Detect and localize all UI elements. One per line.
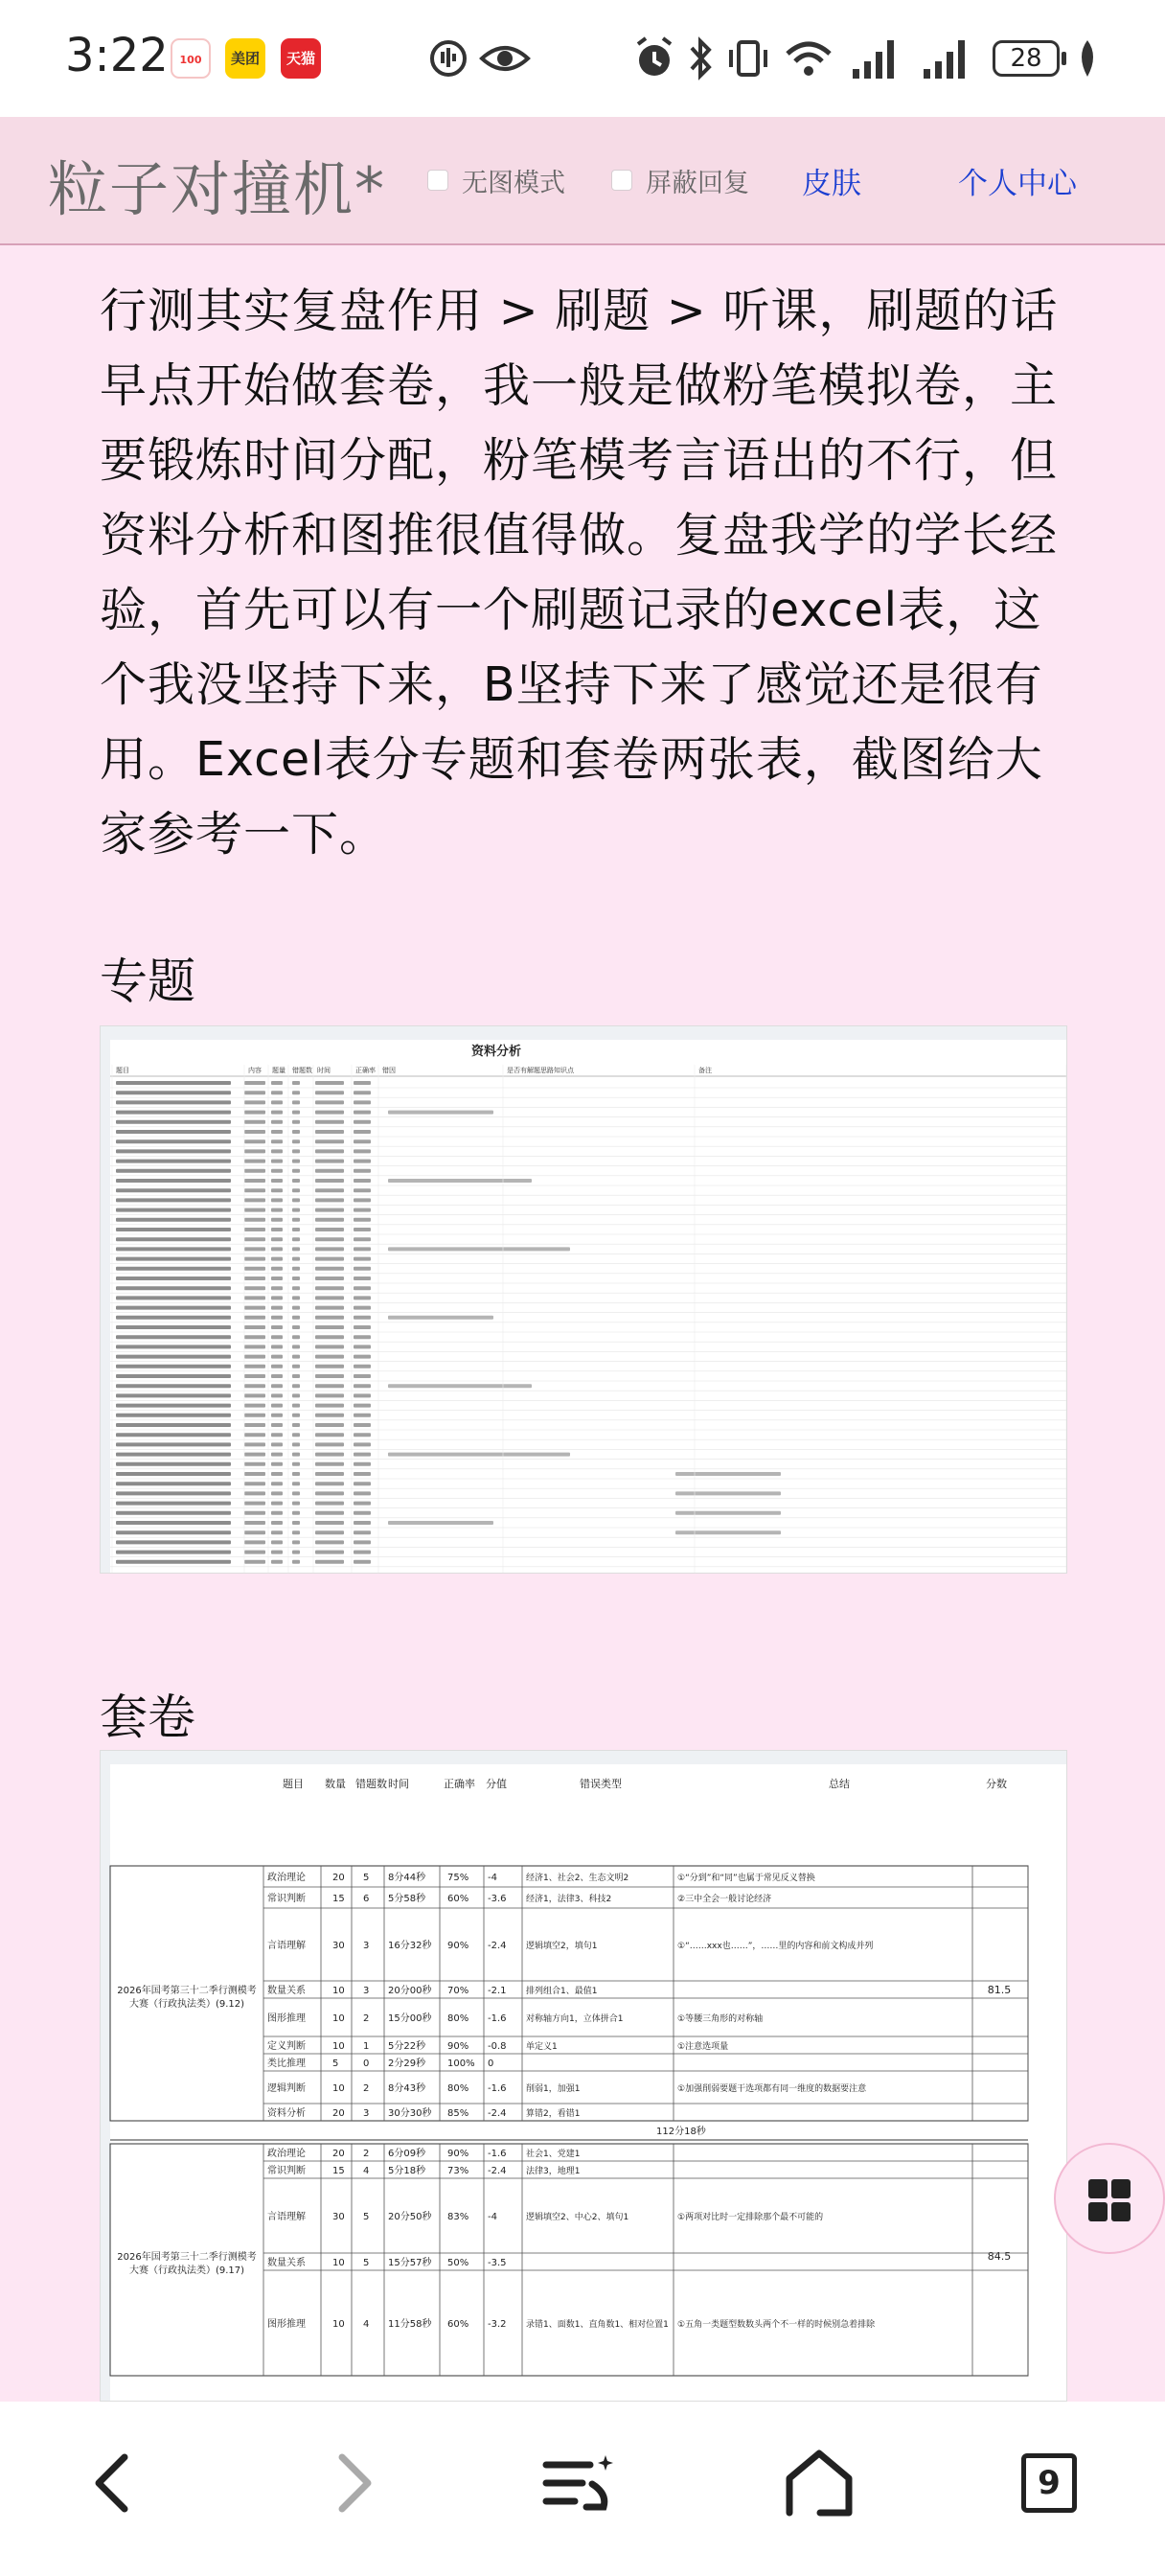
battery-level: 28 [993,40,1060,77]
back-button[interactable] [72,2440,158,2526]
exam-cell: -3.6 [488,1894,507,1904]
home-icon [776,2440,862,2526]
exam-cell: 10 [332,2041,345,2052]
sheet1-row-text [116,1374,231,1378]
exam-cell: 2分29秒 [388,2058,426,2069]
sheet1-title: 资料分析 [471,1045,522,1059]
exam-cell: 5 [363,1873,370,1883]
sheet2-header-cell: 正确率 [444,1778,475,1790]
sheet1-row-text [116,1482,231,1485]
exam-total-time: 112分18秒 [656,2127,706,2137]
sheet1-header-cell: 题目 [116,1067,129,1074]
exam-cell: 削弱1，加强1 [526,2084,581,2094]
browser-bottom-nav [0,2402,1165,2576]
exam-cell: ①两项对比时一定排除那个最不可能的 [677,2213,824,2222]
grid-icon-cell [1111,2202,1131,2221]
exam-cell: 图形推理 [267,2319,306,2330]
tmall-icon: 天猫 [281,38,321,79]
sheet1-row-text [116,1218,231,1222]
exam-cell: 10 [332,1986,345,1996]
exam-cell: -4 [488,1873,497,1883]
sheet1-row-text [116,1530,231,1534]
exam-name: 2026年国考第三十二季行测模考 [117,1986,257,1996]
exam-cell: 言语理解 [267,2212,306,2222]
meituan-icon: 美团 [225,38,265,79]
exam-cell: 5 [363,2258,370,2268]
sheet1-row-text [116,1257,231,1261]
chevron-left-icon [72,2440,158,2526]
exam-cell: 11分58秒 [388,2319,432,2330]
exam-cell: 2 [363,2013,370,2024]
exam-cell: 6分09秒 [388,2149,426,2159]
exam-cell: 10 [332,2258,345,2268]
post-content [0,245,1165,2402]
sheet1-row-text [116,1169,231,1173]
exam-cell: 10 [332,2319,345,2330]
exam-cell: 90% [447,2149,469,2159]
sheet1-row-text [116,1276,231,1280]
exam-cell: 2 [363,2149,370,2159]
sheet2-header-cell: 分数 [986,1778,1007,1790]
paper-spreadsheet-image[interactable] [100,1750,1067,2402]
exam-cell: 15分57秒 [388,2258,432,2268]
sheet1-row-text [116,1296,231,1300]
exam-cell: -2.4 [488,2166,507,2176]
exam-cell: -1.6 [488,2149,507,2159]
exam-cell: -1.6 [488,2083,507,2094]
forward-button[interactable] [308,2440,395,2526]
sheet1-row-text [116,1423,231,1427]
exam-cell: 5分58秒 [388,1894,426,1904]
sheet1-row-text [116,1237,231,1241]
sheet1-row-text [116,1560,231,1564]
sheet1-header-cell: 时间 [317,1067,331,1074]
exam-cell: 10 [332,2013,345,2024]
exam-cell: 5 [332,2058,339,2069]
sheet2-header-cell: 错误类型 [580,1778,622,1790]
exam-cell: 逻辑填空2，填句1 [526,1942,598,1951]
sheet1-header-cell: 错题数 [292,1067,312,1074]
exam-cell: 5分22秒 [388,2041,426,2052]
sheet1-row-text [116,1228,231,1231]
signal-icon-2 [920,34,973,82]
tabs-button[interactable] [1006,2440,1092,2526]
sheet2-header-cell: 题目 [283,1778,304,1790]
sheet1-row-text [116,1491,231,1495]
alarm-icon [632,34,676,82]
exam-cell: 数量关系 [267,2258,306,2268]
exam-cell: 类比推理 [267,2058,306,2069]
sheet1-row-text [116,1521,231,1525]
sheet2-header-cell: 数量 [325,1778,346,1790]
hide-replies-option[interactable] [611,161,749,199]
exam-block [110,2144,1028,2376]
exam-cell: 10 [332,2083,345,2094]
sheet1-row-text [116,1384,231,1388]
grid-icon-cell [1111,2179,1131,2198]
exam-cell: 常识判断 [267,2166,306,2176]
exam-cell: 30 [332,2212,345,2222]
exam-cell: 20分00秒 [388,1986,432,1996]
site-title[interactable]: 粒子对撞机* [48,154,387,224]
sheet1-row-text [116,1365,231,1368]
skin-link[interactable]: 皮肤 [802,167,861,201]
exam-cell: -3.2 [488,2319,507,2330]
exam-cell: 15 [332,1894,345,1904]
exam-cell: 8分43秒 [388,2083,426,2094]
exam-cell: ①等腰三角形的对称轴 [677,2014,764,2024]
exam-cell: 3 [363,1986,370,1996]
exam-cell: 30 [332,1941,345,1951]
exam-cell: 对称轴方向1，立体拼合1 [526,2014,624,2024]
svg-text:大赛（行政执法类）(9.12): 大赛（行政执法类）(9.12) [128,1999,245,2010]
sheet1-row-text [116,1188,231,1192]
exam-cell: 73% [447,2166,469,2176]
sheet1-row-text [116,1208,231,1212]
exam-cell: 20 [332,1873,345,1883]
topic-spreadsheet-image[interactable] [100,1025,1067,1574]
sheet2-header-cell: 错题数 [355,1778,387,1790]
exam-cell: 75% [447,1873,469,1883]
home-button[interactable] [776,2440,862,2526]
exam-cell: -0.8 [488,2041,507,2052]
sheet1-row-text [116,1316,231,1320]
exam-cell: 0 [363,2058,370,2069]
exam-cell: 20 [332,2149,345,2159]
exam-cell: -2.4 [488,1941,507,1951]
grid-menu-button[interactable] [1054,2143,1165,2254]
exam-cell: 3 [363,1941,370,1951]
battery-tip [1062,52,1066,65]
sheet1-row-text [116,1540,231,1544]
sheet1-row-text [116,1393,231,1397]
exam-cell: 70% [447,1986,469,1996]
exam-cell: 2 [363,2083,370,2094]
post-body: 行测其实复盘作用 > 刷题 > 听课，刷题的话早点开始做套卷，我一般是做粉笔模拟卷，主要锻炼时间分配，粉笔模考言语出的不行，但资料分析和图推很值得做。复盘我学的学长经验，首先可以有一个刷题记录的excel表，这个我没坚持下来，B坚持下来了感觉还是很有用。Excel表分专题和套卷两张表，截图给大家参考一下。 [100,284,1059,862]
sheet1-row-text [116,1091,231,1094]
sheet1-row-text [116,1551,231,1554]
exam-cell: 图形推理 [267,2013,306,2024]
menu-sparkle-icon [537,2440,623,2526]
sheet1-row-text [116,1453,231,1457]
data-saver-icon [427,34,469,82]
exam-cell: -4 [488,2212,497,2222]
exam-cell: -1.6 [488,2013,507,2024]
app-badge-icon: 100 [171,38,211,79]
exam-cell: 1 [363,2041,370,2052]
exam-cell: 50% [447,2258,469,2268]
exam-cell: 5分18秒 [388,2166,426,2176]
sheet1-row-text [116,1433,231,1437]
exam-cell: 定义判断 [267,2041,306,2052]
sheet1-row-text [116,1355,231,1359]
tab-count: 9 [1021,2453,1077,2513]
exam-cell: 经济1、社会2、生态文明2 [526,1874,629,1883]
leaf-icon [1073,34,1102,82]
exam-cell: 85% [447,2108,469,2119]
exam-cell: ①“……xxx也……”，……里的内容和前文构成并列 [677,1942,874,1951]
exam-cell: 80% [447,2083,469,2094]
sheet2-header-cell: 分值 [486,1778,507,1790]
exam-cell: 5 [363,2212,370,2222]
no-image-mode-option[interactable] [427,161,565,199]
sheet2-header-cell: 总结 [829,1778,850,1790]
status-time: 3:22 [65,29,169,82]
vibrate-icon [726,34,770,82]
sheet1-row-text [116,1149,231,1153]
sheet1-header-cell: 错因 [382,1067,396,1074]
sheet1-row-text [116,1306,231,1310]
sheet1-row-text [116,1472,231,1476]
sheet1-header-cell: 内容 [248,1067,262,1074]
user-center-link[interactable]: 个人中心 [958,167,1077,201]
sheet1-row-text [116,1462,231,1466]
sheet1-row-text [116,1442,231,1446]
sheet1-row-text [116,1267,231,1271]
exam-score: 81.5 [987,1984,1012,1996]
sheet1-row-text [116,1130,231,1134]
exam-cell: 资料分析 [267,2108,306,2119]
sheet1-header-cell: 正确率 [355,1067,376,1074]
sheet1-row-text [116,1100,231,1104]
exam-cell: 4 [363,2166,370,2176]
exam-cell: 社会1、党建1 [526,2150,581,2159]
sheet1-row-text [116,1325,231,1329]
exam-cell: 16分32秒 [388,1941,432,1951]
exam-cell: ①五角一类题型数数头两个不一样的时候别急着排除 [677,2320,876,2330]
exam-cell: 法律3，地理1 [526,2167,581,2176]
exam-cell: ②三中全会一般讨论经济 [677,1895,772,1904]
status-bar [0,0,1165,117]
sheet1-row-text [116,1081,231,1085]
grid-icon-cell [1088,2202,1108,2221]
sheet1-header-cell: 是否有解题思路知识点 [507,1067,574,1074]
exam-cell: 政治理论 [267,2149,306,2159]
sheet1-header-cell: 题量 [272,1067,286,1074]
site-header [0,117,1165,245]
exam-cell: 言语理解 [267,1941,306,1951]
sheet1-row-text [116,1111,231,1115]
exam-cell: 3 [363,2108,370,2119]
chevron-right-icon [308,2440,395,2526]
exam-cell: 6 [363,1894,370,1904]
sheet1-row-text [116,1247,231,1251]
sheet1-row-text [116,1502,231,1506]
exam-cell: 4 [363,2319,370,2330]
sheet1-row-text [116,1335,231,1339]
exam-cell: 政治理论 [267,1873,306,1883]
exam-cell: 逻辑判断 [267,2083,306,2094]
exam-cell: 15 [332,2166,345,2176]
exam-cell: 60% [447,2319,469,2330]
sheet1-header-cell: 备注 [698,1067,712,1074]
sheet1-row-text [116,1404,231,1408]
exam-cell: 20 [332,2108,345,2119]
exam-cell: 90% [447,2041,469,2052]
exam-cell: 8分44秒 [388,1873,426,1883]
menu-button[interactable] [537,2440,623,2526]
sheet1-row-text [116,1414,231,1417]
sheet2-header-cell: 时间 [388,1778,409,1790]
sheet1-row-text [116,1286,231,1290]
sheet1-row-text [116,1139,231,1143]
grid-icon [1088,2179,1108,2198]
exam-block [110,1866,1028,2121]
exam-score: 84.5 [987,2250,1012,2263]
exam-cell: 常识判断 [267,1894,306,1904]
hide-replies-label: 屏蔽回复 [646,168,749,198]
exam-cell: 0 [488,2058,494,2069]
exam-cell: 80% [447,2013,469,2024]
exam-cell: 20分50秒 [388,2212,432,2222]
no-image-mode-label: 无图模式 [462,168,565,198]
exam-cell: 数量关系 [267,1986,306,1996]
eye-icon [479,34,531,82]
hide-replies-checkbox[interactable] [611,170,632,191]
exam-name: 2026年国考第三十二季行测模考 [117,2252,257,2263]
sheet1-row-text [116,1511,231,1515]
wifi-icon [782,34,835,82]
exam-cell: 100% [447,2058,475,2069]
exam-cell: ①“分到”和“同”也属于常见反义替换 [677,1874,815,1883]
exam-cell: 录错1、面数1、直角数1、相对位置1 [526,2320,669,2330]
exam-cell: ①注意选项量 [677,2042,729,2052]
exam-cell: ①加强削弱要题干选项都有同一维度的数据要注意 [677,2084,867,2094]
svg-text:大赛（行政执法类）(9.17): 大赛（行政执法类）(9.17) [128,2266,245,2276]
sheet1-row-text [116,1179,231,1183]
no-image-mode-checkbox[interactable] [427,170,448,191]
exam-cell: 排列组合1、最值1 [526,1987,598,1996]
exam-cell: 83% [447,2212,469,2222]
exam-cell: -2.4 [488,2108,507,2119]
sheet1-row-text [116,1160,231,1163]
sheet1-row-text [116,1345,231,1348]
exam-cell: 15分00秒 [388,2013,432,2024]
exam-cell: 90% [447,1941,469,1951]
sheet1-row-text [116,1120,231,1124]
section-heading-topic: 专题 [100,954,195,1009]
bluetooth-icon [686,34,715,82]
exam-cell: 单定义1 [526,2042,558,2052]
exam-cell: 逻辑填空2、中心2、填句1 [526,2213,629,2222]
sheet1-row-text [116,1198,231,1202]
exam-cell: 60% [447,1894,469,1904]
exam-cell: 经济1，法律3、科技2 [526,1895,612,1904]
exam-cell: -3.5 [488,2258,507,2268]
exam-cell: -2.1 [488,1986,507,1996]
exam-cell: 算错2，看错1 [526,2109,581,2119]
exam-cell: 30分30秒 [388,2108,432,2119]
section-heading-paper: 套卷 [100,1690,195,1745]
signal-icon [849,34,902,82]
